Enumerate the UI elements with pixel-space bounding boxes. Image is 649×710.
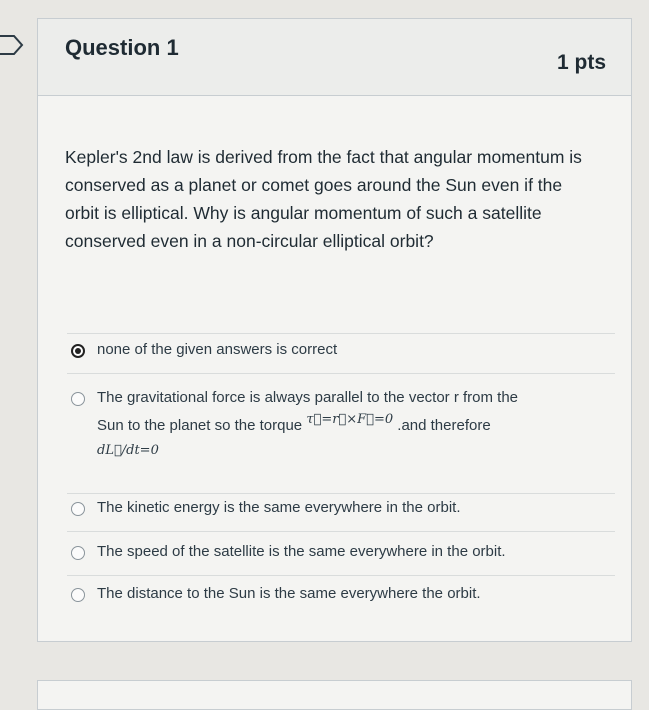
- answer-label-line1: The gravitational force is always parallel to the vector r from the: [97, 389, 519, 406]
- answer-label-line2: [97, 412, 491, 434]
- radio-button[interactable]: [71, 392, 85, 406]
- result-equation: dL⃗/dt=0: [97, 443, 159, 458]
- divider: [67, 531, 615, 532]
- answer-option-1[interactable]: [71, 341, 591, 361]
- divider: [67, 333, 615, 334]
- divider: [67, 575, 615, 576]
- question-header: [38, 19, 631, 96]
- answer-option-2[interactable]: [71, 389, 591, 471]
- radio-button-selected[interactable]: [71, 344, 85, 358]
- next-question-card: [37, 680, 632, 710]
- answer-label: The kinetic energy is the same everywhere in the orbit.: [97, 499, 461, 516]
- question-title: Question 1: [65, 35, 179, 60]
- divider: [67, 493, 615, 494]
- answer-option-3[interactable]: [71, 499, 591, 519]
- bookmark-flag-icon[interactable]: [0, 34, 24, 56]
- answer-label: The distance to the Sun is the same everywhere the orbit.: [97, 585, 481, 602]
- answer-label: none of the given answers is correct: [97, 341, 338, 358]
- radio-button[interactable]: [71, 502, 85, 516]
- answer-option-5[interactable]: [71, 585, 591, 605]
- question-text: Kepler's 2nd law is derived from the fact that angular momentum is conserved as a planet or comet goes around the Sun even if the orbit is elliptical. Why is angular momentum of such a satellite conserved even in a non-circular elliptical orbit?: [65, 147, 582, 251]
- answer-label-line2-suffix: .and therefore: [397, 417, 491, 434]
- answer-option-4[interactable]: [71, 543, 591, 563]
- answer-label-line2-prefix: Sun to the planet so the torque: [97, 417, 303, 434]
- torque-equation: τ⃗=r⃗×F⃗=0: [306, 412, 394, 427]
- divider: [67, 373, 615, 374]
- answer-label: The speed of the satellite is the same everywhere in the orbit.: [97, 543, 506, 560]
- radio-button[interactable]: [71, 546, 85, 560]
- radio-button[interactable]: [71, 588, 85, 602]
- question-points: 1 pts: [556, 51, 606, 74]
- question-card: [37, 18, 632, 642]
